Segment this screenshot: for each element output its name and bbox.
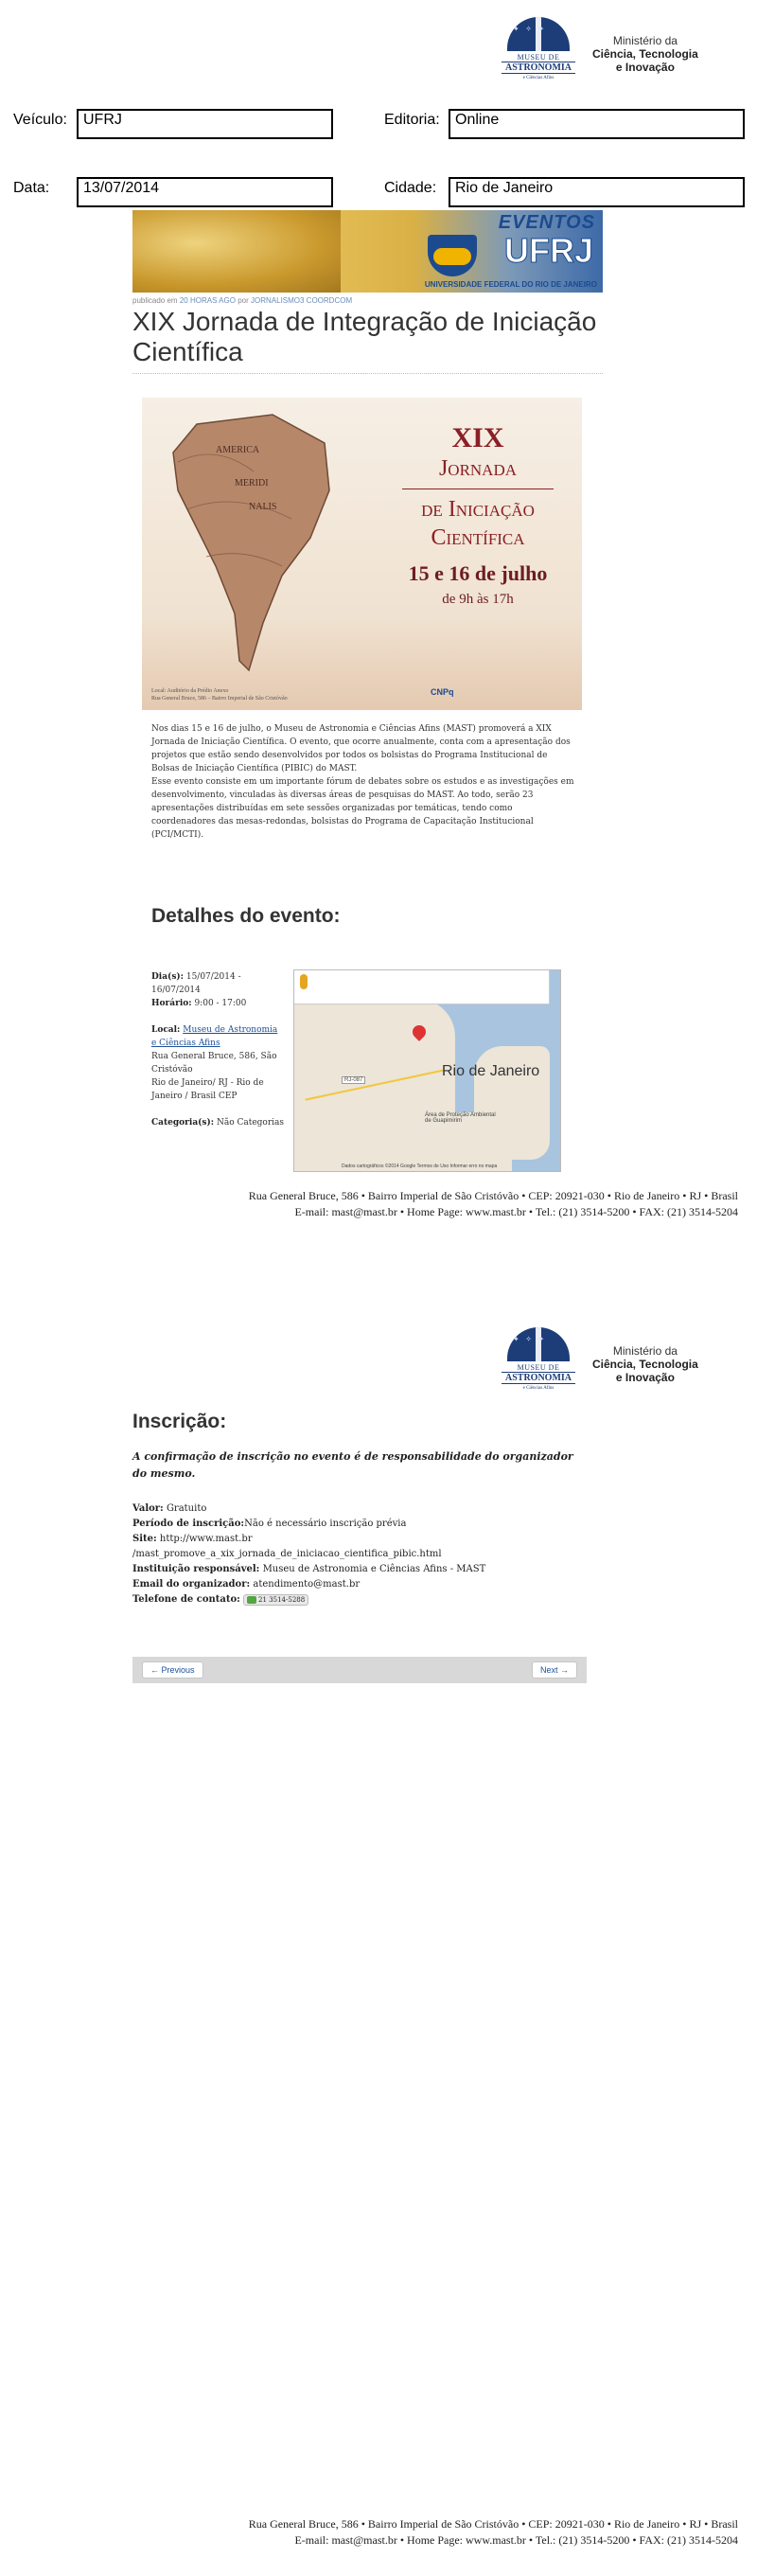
ministerio-line3: e Inovação bbox=[615, 61, 675, 74]
poster-dates: 15 e 16 de julho bbox=[408, 561, 548, 585]
map-toolbar bbox=[294, 970, 550, 1004]
skype-icon bbox=[247, 1596, 256, 1604]
dia-value: 15/07/2014 - 16/07/2014 bbox=[151, 972, 241, 995]
poster-cientifica: Científica bbox=[431, 525, 525, 550]
mast-logo-line1: MUSEU DE bbox=[517, 53, 560, 62]
inscricao-lead: A confirmação de inscrição no evento é de responsabilidade do organizador do mesmo. bbox=[132, 1450, 573, 1480]
dia-label: Dia(s): bbox=[151, 972, 184, 982]
article-paragraph-1: Nos dias 15 e 16 de julho, o Museu de Astronomia e Ciências Afins (MAST) promoverá a XIX Jornada de Iniciação Científica. O evento, que ocorre anualmente, conta com a apresentação dos projetos que estão sendo desenvolvidos por todos os bolsistas do Programa Institucional de Bolsas de Iniciação Científica (PIBIC) do MAST. bbox=[151, 724, 571, 773]
periodo-label: Período de inscrição: bbox=[132, 1519, 245, 1529]
ministerio-logo bbox=[592, 1344, 698, 1384]
poster-time: de 9h às 17h bbox=[442, 592, 514, 607]
article-body bbox=[151, 722, 577, 842]
phone-badge[interactable] bbox=[243, 1594, 308, 1606]
map-report-link[interactable]: Informar erro no mapa bbox=[449, 1164, 498, 1169]
ministerio-line2: Ciência, Tecnologia bbox=[592, 1358, 698, 1371]
footer-page2 bbox=[142, 2516, 738, 2549]
poster-title-block bbox=[378, 422, 577, 608]
data-field: 13/07/2014 bbox=[77, 177, 333, 207]
inscricao-section bbox=[132, 1448, 587, 1608]
ministerio-line1: Ministério da bbox=[612, 1344, 678, 1358]
instituicao-label: Instituição responsável: bbox=[132, 1564, 260, 1574]
map-word-1: AMERICA bbox=[216, 445, 260, 455]
previous-button[interactable]: ← Previous bbox=[142, 1661, 203, 1679]
header-logos bbox=[502, 17, 698, 91]
event-poster bbox=[142, 398, 582, 710]
inscricao-heading: Inscrição: bbox=[132, 1411, 227, 1432]
map-word-2: MERIDI bbox=[235, 478, 269, 489]
cidade-field: Rio de Janeiro bbox=[449, 177, 745, 207]
mast-logo-line2: ASTRONOMIA bbox=[502, 1372, 575, 1384]
valor-label: Valor: bbox=[132, 1503, 164, 1514]
mast-logo-line3: e Ciências Afins bbox=[522, 76, 555, 80]
map-word-3: NALIS bbox=[249, 502, 277, 512]
south-america-map-icon bbox=[159, 405, 339, 680]
veiculo-label: Veículo: bbox=[13, 112, 67, 128]
article-paragraph-2: Esse evento consiste em um importante fórum de debates sobre os estudos e as investigações em desenvolvimento, vinculadas às diversas áreas de pesquisas do MAST. Ao todo, serão 23 apresentações distribuídas em sete sessões organizadas por temáticas, tendo como coordenadores das mesas-redondas, bolsistas do Programa de Capacitação Institucional (PCI/MCTI). bbox=[151, 777, 574, 840]
telefone-label: Telefone de contato: bbox=[132, 1594, 240, 1605]
instituicao-value: Museu de Astronomia e Ciências Afins - MAST bbox=[262, 1564, 486, 1574]
local-link[interactable]: Museu de Astronomia e Ciências Afins bbox=[151, 1025, 278, 1048]
google-map[interactable] bbox=[293, 969, 561, 1172]
poster-footer bbox=[151, 687, 288, 702]
header-logos-page2 bbox=[502, 1327, 698, 1401]
mast-logo bbox=[502, 17, 575, 91]
poster-jornada: Jornada bbox=[438, 456, 518, 481]
article-meta bbox=[132, 296, 352, 305]
eventos-ufrj-banner bbox=[132, 210, 603, 293]
mast-logo-line3: e Ciências Afins bbox=[522, 1386, 555, 1391]
email-label: Email do organizador: bbox=[132, 1579, 251, 1590]
email-value[interactable]: atendimento@mast.br bbox=[253, 1579, 361, 1590]
graduation-cap-icon bbox=[428, 235, 477, 276]
footer-line2: E-mail: mast@mast.br • Home Page: www.mast.br • Tel.: (21) 3514-5200 • FAX: (21) 3514-5204 bbox=[294, 1205, 738, 1218]
categoria-label: Categoria(s): bbox=[151, 1118, 215, 1128]
banner-ufrj: UFRJ bbox=[503, 231, 593, 270]
map-attribution-text: Dados cartográficos ©2014 Google bbox=[342, 1164, 416, 1169]
map-area-label: Área de Proteção Ambiental de Guapimirim bbox=[425, 1112, 496, 1124]
data-label: Data: bbox=[13, 180, 50, 196]
horario-label: Horário: bbox=[151, 999, 192, 1008]
ministerio-line3: e Inovação bbox=[615, 1371, 675, 1384]
meta-time[interactable]: 20 HORAS AGO bbox=[179, 296, 236, 305]
map-attribution bbox=[342, 1164, 497, 1169]
meta-prefix: publicado em bbox=[132, 296, 178, 305]
cidade-label: Cidade: bbox=[384, 180, 437, 196]
mast-logo-line2: ASTRONOMIA bbox=[502, 62, 575, 74]
site-label: Site: bbox=[132, 1534, 157, 1544]
poster-xix: XIX bbox=[451, 422, 504, 453]
valor-value: Gratuito bbox=[166, 1503, 207, 1514]
ministerio-line2: Ciência, Tecnologia bbox=[592, 47, 698, 61]
observatory-dome-icon bbox=[507, 17, 570, 51]
poster-de-iniciacao: de Iniciação bbox=[421, 497, 535, 522]
poster-foot-line2: Rua General Bruce, 586 – Bairro Imperial de São Cristóvão bbox=[151, 696, 288, 702]
banner-eventos: EVENTOS bbox=[498, 212, 595, 233]
next-button[interactable]: Next → bbox=[532, 1661, 577, 1679]
veiculo-field: UFRJ bbox=[77, 109, 333, 139]
site-value[interactable]: http://www.mast.br bbox=[159, 1534, 253, 1544]
ministerio-logo bbox=[592, 34, 698, 74]
event-details bbox=[151, 970, 284, 1129]
address-line1: Rua General Bruce, 586, São Cristóvão bbox=[151, 1052, 277, 1075]
mast-logo bbox=[502, 1327, 575, 1401]
horario-value: 9:00 - 17:00 bbox=[194, 999, 247, 1008]
mast-logo-line1: MUSEU DE bbox=[517, 1363, 560, 1372]
footer-line1: Rua General Bruce, 586 • Bairro Imperial de São Cristóvão • CEP: 20921-030 • Rio de Janeiro • RJ • Brasil bbox=[248, 1189, 738, 1202]
banner-artwork bbox=[132, 210, 341, 293]
details-heading: Detalhes do evento: bbox=[151, 905, 341, 927]
footer-line2: E-mail: mast@mast.br • Home Page: www.mast.br • Tel.: (21) 3514-5200 • FAX: (21) 3514-5204 bbox=[294, 2533, 738, 2547]
map-city-label: Rio de Janeiro bbox=[442, 1063, 540, 1079]
editoria-field: Online bbox=[449, 109, 745, 139]
cnpq-logo: CNPq bbox=[431, 687, 454, 697]
observatory-dome-icon bbox=[507, 1327, 570, 1361]
address-line2: Rio de Janeiro/ RJ - Rio de Janeiro / Brasil CEP bbox=[151, 1078, 264, 1101]
pegman-icon[interactable] bbox=[300, 974, 308, 989]
local-label: Local: bbox=[151, 1025, 181, 1035]
telefone-value: 21 3514-5288 bbox=[258, 1595, 306, 1604]
footer-page1 bbox=[142, 1188, 738, 1220]
map-road-label: RJ-087 bbox=[342, 1076, 365, 1084]
poster-foot-line1: Local: Auditório da Prédio Anexo bbox=[151, 688, 229, 694]
title-divider bbox=[132, 373, 603, 374]
map-terms-link[interactable]: Termos de Uso bbox=[416, 1164, 449, 1169]
meta-author[interactable]: JORNALISMO3 COORDCOM bbox=[251, 296, 353, 305]
banner-universidade: UNIVERSIDADE FEDERAL DO RIO DE JANEIRO bbox=[424, 280, 597, 289]
meta-by: por bbox=[238, 296, 249, 305]
categoria-value: Não Categorias bbox=[216, 1118, 285, 1128]
site-value-cont[interactable]: /mast_promove_a_xix_jornada_de_iniciacao_cientifica_pibic.html bbox=[132, 1549, 442, 1559]
editoria-label: Editoria: bbox=[384, 112, 440, 128]
ministerio-line1: Ministério da bbox=[612, 34, 678, 47]
post-pager bbox=[132, 1657, 587, 1683]
footer-line1: Rua General Bruce, 586 • Bairro Imperial de São Cristóvão • CEP: 20921-030 • Rio de Janeiro • RJ • Brasil bbox=[248, 2517, 738, 2531]
periodo-value: Não é necessário inscrição prévia bbox=[244, 1519, 407, 1529]
article-title: XIX Jornada de Integração de Iniciação Científica bbox=[132, 307, 597, 366]
